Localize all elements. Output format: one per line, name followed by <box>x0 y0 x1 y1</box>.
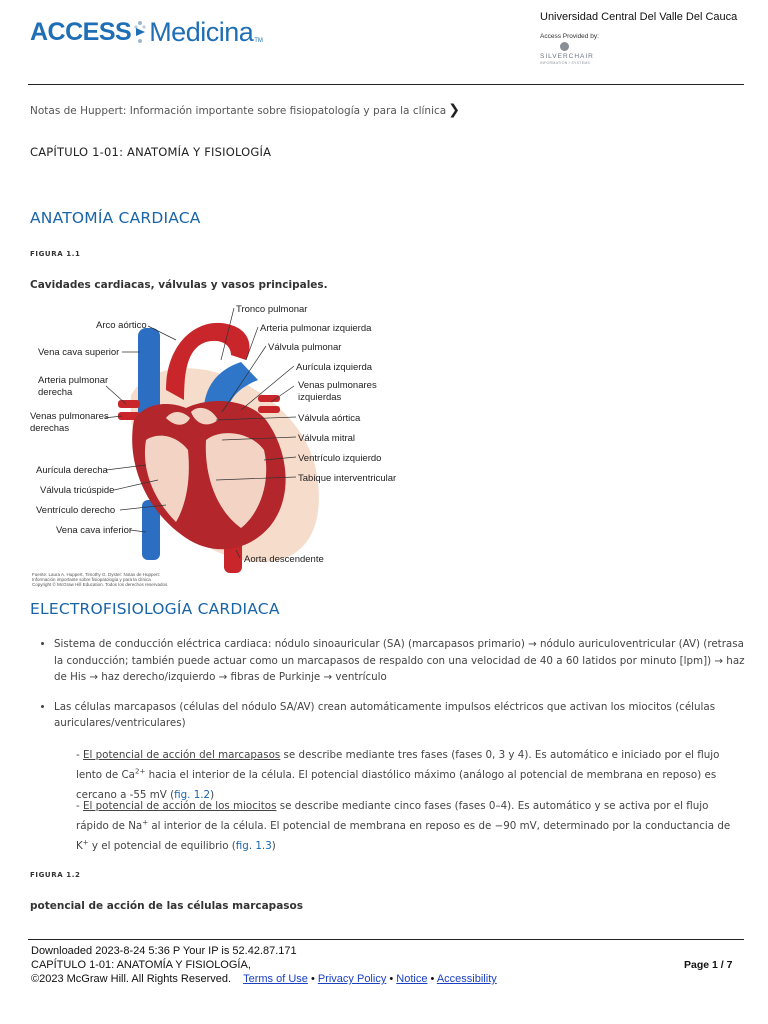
footer-copyright-line: ©2023 McGraw Hill. All Rights Reserved. Terms of Use • Privacy Policy • Notice • Accessibility <box>31 973 497 985</box>
label-arco-aortico: Arco aórtico <box>96 320 147 331</box>
terms-of-use-link[interactable]: Terms of Use <box>243 973 308 985</box>
label-venas-pulmonares-derechas-2: derechas <box>30 423 70 434</box>
label-valvula-aortica: Válvula aórtica <box>298 413 361 424</box>
silverchair-badge-icon <box>560 42 569 51</box>
notice-link[interactable]: Notice <box>396 973 428 985</box>
label-vena-cava-inferior: Vena cava inferior <box>56 525 133 536</box>
list-item: • Sistema de conducción eléctrica cardiaca: nódulo sinoauricular (SA) (marcapasos primario) → nódulo auriculoventricular (AV) (retrasa la conducción; también puede actuar como un marcapasos de respaldo con una velocidad de 40 a 60 latidos por minuto [lpm]) → haz de His → haz derecho/izquierdo → fibras de Purkinje → ventrículo <box>54 636 754 686</box>
logo-arrow-icon <box>132 17 148 47</box>
page-indicator: Page 1 / 7 <box>684 959 733 971</box>
copyright-text: ©2023 McGraw Hill. All Rights Reserved. <box>31 973 232 985</box>
label-venas-pulmonares-izquierdas-2: izquierdas <box>298 392 342 403</box>
label-vena-cava-superior: Vena cava superior <box>38 347 120 358</box>
breadcrumb[interactable] <box>30 104 460 118</box>
heart-anatomy-illustration[interactable] <box>26 300 406 590</box>
figure-source-1: Fuente: Laura A. Huppert, Timothy G. Dyster: Notas de Huppert: <box>32 572 161 577</box>
accessmedicina-logo[interactable] <box>30 12 263 52</box>
label-venas-pulmonares-izquierdas-1: Venas pulmonares <box>298 380 377 391</box>
fig-1-3-link[interactable]: fig. 1.3 <box>235 840 272 852</box>
privacy-policy-link[interactable]: Privacy Policy <box>317 973 387 985</box>
header-divider <box>28 84 744 85</box>
list-item: • Las células marcapasos (células del nódulo SA/AV) crean automáticamente impulsos eléctricos que activan los miocitos (células auriculares/ventriculares) <box>54 699 754 732</box>
footer-divider <box>28 939 744 940</box>
label-aorta-descendente: Aorta descendente <box>244 554 324 565</box>
myocyte-ap-link[interactable]: El potencial de acción de los miocitos <box>83 800 277 812</box>
figure-label: FIGURA 1.2 <box>30 871 81 879</box>
electrophysiology-list <box>40 636 754 745</box>
figure-source-3: Copyright © McGraw Hill Education. Todos los derechos reservados. <box>32 582 169 587</box>
section-heading-anatomy: ANATOMÍA CARDIACA <box>30 209 201 227</box>
pacemaker-ap-link[interactable]: El potencial de acción del marcapasos <box>83 749 281 761</box>
label-venas-pulmonares-derechas-1: Venas pulmonares <box>30 411 109 422</box>
label-arteria-pulmonar-derecha-2: derecha <box>38 387 73 398</box>
figure-label: FIGURA 1.1 <box>30 250 81 258</box>
pacemaker-action-potential-paragraph: - El potencial de acción del marcapasos se describe mediante tres fases (fases 0, 3 y 4). Es automático e iniciado por el flujo lento de $Ca^{2+}$ hacia el interior de la célula. El potencial diastólico máximo (análogo al potencial de membrana en reposo) es cercano a -55 mV (fig. 1.2) <box>76 749 720 801</box>
label-auricula-izquierda: Aurícula izquierda <box>296 362 373 373</box>
logo-medicina-text: Medicina <box>149 16 254 47</box>
institution-name: Universidad Central Del Valle Del Cauca <box>540 11 738 23</box>
label-tronco-pulmonar: Tronco pulmonar <box>236 304 308 315</box>
section-heading-electrophysiology: ELECTROFISIOLOGÍA CARDIACA <box>30 600 280 618</box>
provider-subtitle: INFORMATION / SYSTEMS <box>540 61 591 65</box>
figure-caption: Cavidades cardiacas, válvulas y vasos principales. <box>30 279 328 291</box>
myocyte-action-potential-paragraph: - El potencial de acción de los miocitos se describe mediante cinco fases (fases 0–4). Es automático y se activa por el flujo rápido de Na+ al interior de la célula. El potencial de membrana en reposo es de −90 mV, determinado por la conductancia de K+ y el potencial de equilibrio (fig. 1.3) <box>76 800 731 852</box>
fig-1-2-link[interactable]: fig. 1.2 <box>174 789 211 801</box>
label-valvula-mitral: Válvula mitral <box>298 433 356 444</box>
access-provided-label: Access Provided by: <box>540 33 599 40</box>
logo-tm: TM <box>254 38 263 44</box>
label-tabique-interventricular: Tabique interventricular <box>298 473 397 484</box>
chapter-title: CAPÍTULO 1-01: ANATOMÍA Y FISIOLOGÍA <box>30 145 272 159</box>
label-auricula-derecha: Aurícula derecha <box>36 465 108 476</box>
footer-chapter: CAPÍTULO 1-01: ANATOMÍA Y FISIOLOGÍA, <box>31 959 251 971</box>
logo-access-text: ACCESS <box>30 17 132 46</box>
download-info: Downloaded 2023-8-24 5:36 P Your IP is 52.42.87.171 <box>31 945 297 957</box>
provider-name: SILVERCHAIR <box>540 53 594 60</box>
label-ventriculo-izquierdo: Ventrículo izquierdo <box>298 453 382 464</box>
label-valvula-tricuspide: Válvula tricúspide <box>40 485 115 496</box>
figure-source-2: Información importante sobre fisiopatología y para la clínica <box>32 577 151 582</box>
chevron-right-icon: ❯ <box>448 102 460 118</box>
label-arteria-pulmonar-derecha-1: Arteria pulmonar <box>38 375 109 386</box>
label-valvula-pulmonar: Válvula pulmonar <box>268 342 342 353</box>
breadcrumb-book-link[interactable]: Notas de Huppert: Información importante sobre fisiopatología y para la clínica <box>30 105 447 117</box>
accessibility-link[interactable]: Accessibility <box>436 973 497 985</box>
label-arteria-pulmonar-izquierda: Arteria pulmonar izquierda <box>260 323 372 334</box>
figure-caption: potencial de acción de las células marcapasos <box>30 900 303 912</box>
label-ventriculo-derecho: Ventrículo derecho <box>36 505 116 516</box>
